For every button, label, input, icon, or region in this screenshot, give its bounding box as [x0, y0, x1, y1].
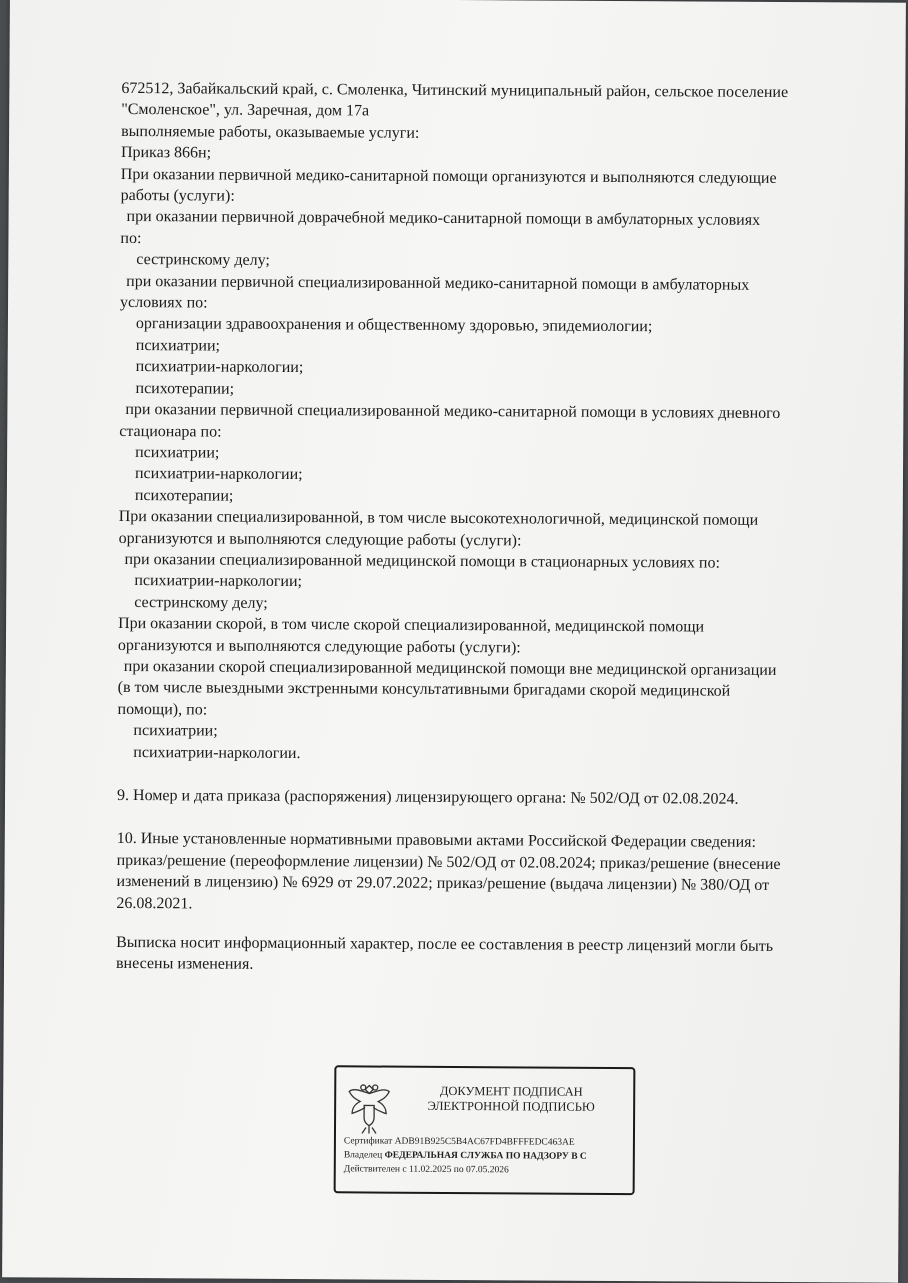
service-item: психиатрии-наркологии;: [134, 465, 303, 484]
care-type-heading: работы (услуги):: [120, 186, 235, 205]
owner-name: ФЕДЕРАЛЬНАЯ СЛУЖБА ПО НАДЗОРУ В С: [384, 1150, 587, 1162]
care-condition: при оказании скорой специализированной медицинской помощи вне медицинской организации: [123, 657, 777, 679]
item-10-line: приказ/решение (переоформление лицензии) № 502/ОД от 02.08.2024; приказ/решение (внесение: [116, 851, 781, 873]
document-page: [2, 0, 906, 1283]
item-10-line: 26.08.2021.: [116, 894, 193, 913]
stamp-title: ДОКУМЕНТ ПОДПИСАН ЭЛЕКТРОННОЙ ПОДПИСЬЮ: [427, 1083, 595, 1114]
document-body: [116, 78, 881, 979]
service-item: сестринскому делу;: [134, 593, 268, 612]
service-item: психиатрии-наркологии.: [133, 743, 301, 762]
care-type-heading: При оказании первичной медико-санитарной помощи организуются и выполняются следующие: [120, 165, 777, 187]
disclaimer-line: Выписка носит информационный характер, после ее составления в реестр лицензий могли быть: [116, 933, 774, 955]
certificate-line: Сертификат ADB91B925C5B4AC67FD4BFFFEDC463AE: [343, 1136, 575, 1148]
service-item: организации здравоохранения и общественному здоровью, эпидемиологии;: [135, 315, 653, 336]
service-item: сестринскому делу;: [136, 251, 270, 270]
care-condition: (в том числе выездными экстренными консультативными бригадами скорой медицинской: [117, 679, 731, 701]
certificate-number: ADB91B925C5B4AC67FD4BFFFEDC463AE: [394, 1136, 575, 1148]
order-reference: Приказ 866н;: [120, 144, 212, 162]
care-condition: помощи), по:: [117, 700, 208, 719]
care-condition: при оказании первичной специализированной медико-санитарной помощи в амбулаторных: [126, 272, 750, 294]
service-item: психотерапии;: [135, 379, 235, 398]
item-10-line: 10. Иные установленные нормативными правовыми актами Российской Федерации сведения:: [116, 830, 757, 852]
disclaimer-line: внесены изменения.: [115, 955, 254, 974]
service-item: психиатрии-наркологии;: [134, 572, 303, 591]
care-type-heading: При оказании скорой, в том числе скорой специализированной, медицинской помощи: [118, 615, 705, 636]
address-line: "Смоленское", ул. Заречная, дом 17а: [121, 101, 370, 120]
care-condition: при оказании первичной специализированной медико-санитарной помощи в условиях дневного: [125, 401, 781, 423]
service-item: психиатрии-наркологии;: [135, 358, 304, 377]
service-item: психиатрии;: [133, 722, 218, 740]
care-condition: при оказании специализированной медицинской помощи в стационарных условиях по:: [124, 550, 721, 572]
care-type-heading: При оказании специализированной, в том числе высокотехнологичной, медицинской помощи: [118, 508, 759, 529]
care-condition: условиях по:: [120, 294, 208, 312]
item-10-line: изменений в лицензию) № 6929 от 29.07.2022; приказ/решение (выдача лицензии) № 380/ОД от: [116, 873, 770, 895]
care-type-heading: организуются и выполняются следующие работы (услуги):: [117, 636, 521, 656]
section-label: выполняемые работы, оказываемые услуги:: [121, 122, 420, 142]
care-type-heading: организуются и выполняются следующие работы (услуги):: [118, 529, 522, 549]
address-line: 672512, Забайкальский край, с. Смоленка, Читинский муниципальный район, сельское поселение: [121, 79, 789, 102]
validity-line: Действителен с 11.02.2025 по 07.05.2026: [343, 1164, 509, 1176]
electronic-signature-stamp: [334, 1065, 636, 1195]
service-item: психиатрии;: [135, 336, 221, 355]
care-condition: по:: [120, 229, 142, 247]
coat-of-arms-icon: [344, 1079, 394, 1135]
service-item: психиатрии;: [135, 443, 220, 462]
owner-line: Владелец ФЕДЕРАЛЬНАЯ СЛУЖБА ПО НАДЗОРУ В С: [343, 1150, 587, 1162]
item-9-order-number: 9. Номер и дата приказа (распоряжения) лицензирующего органа: № 502/ОД от 02.08.2024.: [116, 786, 739, 808]
service-item: психотерапии;: [134, 486, 234, 505]
care-condition: при оказании первичной доврачебной медико-санитарной помощи в амбулаторных условиях: [126, 208, 761, 230]
care-condition: стационара по:: [119, 422, 222, 441]
